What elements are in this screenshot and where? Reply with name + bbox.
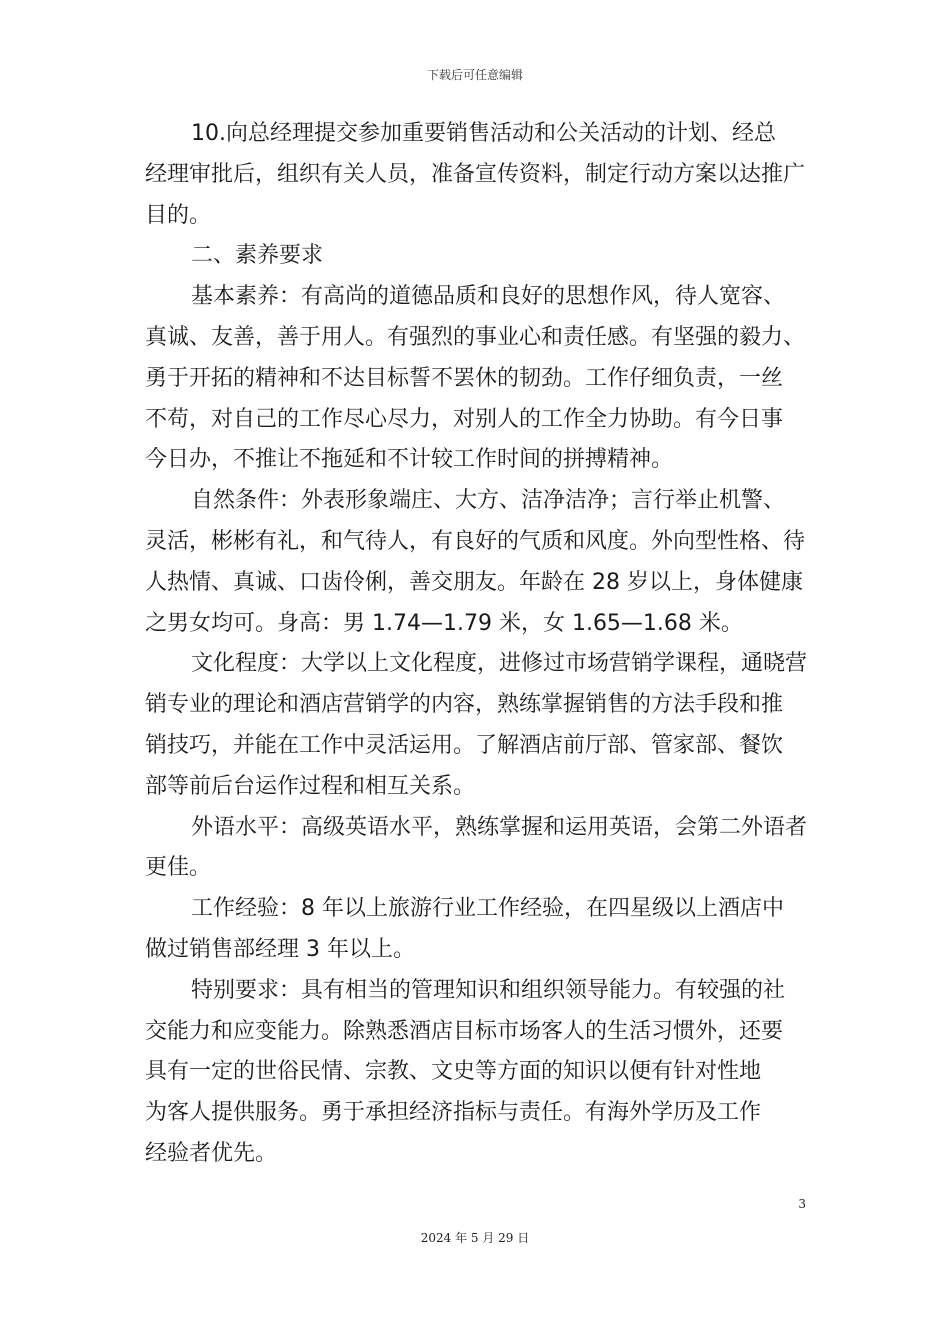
page-footer-date: 2024 年 5 月 29 日 xyxy=(420,1231,530,1245)
text-line: 基本素养：有高尚的道德品质和良好的思想作风，待人宽容、 xyxy=(191,284,786,310)
text-line: 文化程度：大学以上文化程度，进修过市场营销学课程，通晓营 xyxy=(191,651,808,677)
text-line: 外语水平：高级英语水平，熟练掌握和运用英语，会第二外语者 xyxy=(191,814,808,840)
text-line: 勇于开拓的精神和不达目标誓不罢休的韧劲。工作仔细负责，一丝 xyxy=(145,365,784,391)
text-line: 经验者优先。 xyxy=(145,1140,278,1166)
page-header: 下载后可任意编辑 xyxy=(426,68,523,82)
text-line: 之男女均可。身高：男 1.74—1.79 米，女 1.65—1.68 米。 xyxy=(145,610,743,636)
text-line: 部等前后台运作过程和相互关系。 xyxy=(145,773,476,799)
text-line: 更佳。 xyxy=(145,855,212,881)
text-line: 经理审批后，组织有关人员，准备宣传资料，制定行动方案以达推广 xyxy=(145,161,806,187)
text-line: 做过销售部经理 3 年以上。 xyxy=(145,936,415,962)
document-body xyxy=(145,114,817,1175)
text-line: 不苟，对自己的工作尽心尽力，对别人的工作全力协助。有今日事 xyxy=(145,406,784,432)
text-line: 真诚、友善，善于用人。有强烈的事业心和责任感。有坚强的毅力、 xyxy=(145,324,806,350)
text-line: 工作经验：8 年以上旅游行业工作经验，在四星级以上酒店中 xyxy=(191,896,784,922)
page-number: 3 xyxy=(798,1197,806,1211)
text-line: 为客人提供服务。勇于承担经济指标与责任。有海外学历及工作 xyxy=(145,1100,762,1126)
text-line: 自然条件：外表形象端庄、大方、洁净洁净；言行举止机警、 xyxy=(191,488,786,514)
text-line: 10.向总经理提交参加重要销售活动和公关活动的计划、经总 xyxy=(191,121,776,146)
text-line: 销技巧，并能在工作中灵活运用。了解酒店前厅部、管家部、餐饮 xyxy=(145,732,784,758)
text-line: 灵活，彬彬有礼，和气待人，有良好的气质和风度。外向型性格、待 xyxy=(145,528,806,554)
text-line: 交能力和应变能力。除熟悉酒店目标市场客人的生活习惯外，还要 xyxy=(145,1018,784,1044)
text-line: 目的。 xyxy=(145,202,212,228)
text-line: 具有一定的世俗民情、宗教、文史等方面的知识以便有针对性地 xyxy=(145,1059,762,1085)
text-line: 人热情、真诚、口齿伶俐，善交朋友。年龄在 28 岁以上，身体健康 xyxy=(145,569,803,595)
text-line: 特别要求：具有相当的管理知识和组织领导能力。有较强的社 xyxy=(191,977,786,1003)
text-line: 二、素养要求 xyxy=(191,243,324,269)
text-line: 今日办，不推让不拖延和不计较工作时间的拼搏精神。 xyxy=(145,447,674,473)
text-line: 销专业的理论和酒店营销学的内容，熟练掌握销售的方法手段和推 xyxy=(145,692,784,718)
